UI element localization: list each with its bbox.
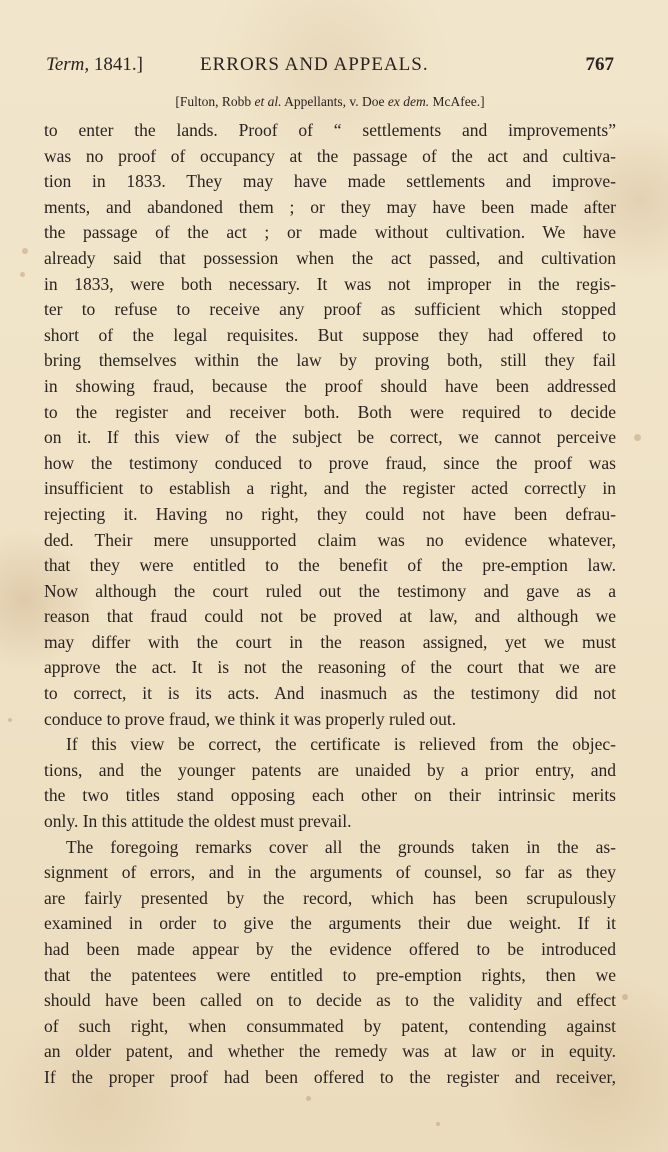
text-line: already said that possession when the act passed, and cultivation bbox=[44, 247, 616, 268]
text-line: in 1833, were both necessary. It was not improper in the regis- bbox=[44, 273, 616, 294]
text-line: that the patentees were entitled to pre-emption rights, then we bbox=[44, 964, 616, 985]
text-line: tion in 1833. They may have made settlements and improve- bbox=[44, 171, 616, 192]
text-line: examined in order to give the arguments their due weight. If it bbox=[44, 913, 616, 934]
body-text bbox=[44, 118, 616, 1118]
text-line: bring themselves within the law by proving both, still they fail bbox=[44, 350, 616, 371]
text-line: ments, and abandoned them ; or they may have been made after bbox=[44, 196, 616, 217]
caption-middle: Appellants, v. Doe bbox=[281, 94, 388, 109]
text-line: The foregoing remarks cover all the grounds taken in the as- bbox=[66, 836, 616, 857]
text-line: only. In this attitude the oldest must prevail. bbox=[44, 811, 352, 832]
text-line: an older patent, and whether the remedy was at law or in equity. bbox=[44, 1041, 616, 1062]
text-line: rejecting it. Having no right, they could not have been defrau- bbox=[44, 503, 616, 524]
text-line: insufficient to establish a right, and the register acted correctly in bbox=[44, 478, 616, 499]
text-line: are fairly presented by the record, which has been scrupulously bbox=[44, 887, 616, 908]
caption-prefix: [Fulton, Robb bbox=[175, 94, 255, 109]
text-line: the passage of the act ; or made without cultivation. We have bbox=[44, 222, 616, 243]
text-line: If this view be correct, the certificate is relieved from the objec- bbox=[66, 734, 616, 755]
foxing-spot bbox=[22, 248, 28, 254]
text-line: Now although the court ruled out the testimony and gave as a bbox=[44, 580, 616, 601]
text-line: should have been called on to decide as to the validity and effect bbox=[44, 990, 616, 1011]
text-line: to correct, it is its acts. And inasmuch as the testimony did not bbox=[44, 683, 616, 704]
text-line: on it. If this view of the subject be correct, we cannot perceive bbox=[44, 427, 616, 448]
header-term-word: Term, bbox=[46, 54, 90, 75]
text-line: reason that fraud could not be proved at law, and although we bbox=[44, 606, 616, 627]
text-line: how the testimony conduced to prove fraud, since the proof was bbox=[44, 452, 616, 473]
text-line: short of the legal requisites. But suppose they had offered to bbox=[44, 324, 616, 345]
page-number: 767 bbox=[585, 54, 614, 75]
header-term bbox=[46, 50, 143, 80]
text-line: tions, and the younger patents are unaided by a prior entry, and bbox=[44, 759, 616, 780]
caption-suffix: McAfee.] bbox=[429, 94, 485, 109]
text-line: had been made appear by the evidence offered to be introduced bbox=[44, 939, 616, 959]
text-line: ded. Their mere unsupported claim was no evidence whatever, bbox=[44, 529, 616, 550]
text-line: conduce to prove fraud, we think it was properly ruled out. bbox=[44, 708, 457, 729]
text-line: of such right, when consummated by patent, contending against bbox=[44, 1015, 616, 1036]
text-line: that they were entitled to the benefit of the pre-emption law. bbox=[44, 555, 616, 576]
text-line: signment of errors, and in the arguments of counsel, so far as they bbox=[44, 862, 616, 883]
caption-ex-dem: ex dem. bbox=[387, 94, 430, 109]
foxing-spot bbox=[634, 434, 641, 441]
text-line: to the register and receiver both. Both were required to decide bbox=[44, 401, 616, 422]
text-line: was no proof of occupancy at the passage of the act and cultiva- bbox=[44, 145, 616, 166]
text-line: in showing fraud, because the proof should have been addressed bbox=[44, 375, 616, 396]
foxing-spot bbox=[20, 272, 25, 277]
header-title: ERRORS AND APPEALS. bbox=[200, 54, 429, 75]
text-line: the two titles stand opposing each other on their intrinsic merits bbox=[44, 785, 616, 806]
foxing-spot bbox=[436, 1122, 440, 1126]
text-line: If the proper proof had been offered to the register and receiver, bbox=[44, 1066, 616, 1087]
text-line: to enter the lands. Proof of “ settlements and improvements” bbox=[44, 120, 616, 140]
foxing-spot bbox=[8, 718, 12, 722]
running-header bbox=[44, 50, 616, 80]
caption-et-al: et al. bbox=[254, 94, 282, 109]
case-caption bbox=[44, 92, 616, 112]
text-line: may differ with the court in the reason assigned, yet we must bbox=[44, 631, 616, 652]
text-line: approve the act. It is not the reasoning of the court that we are bbox=[44, 657, 616, 678]
foxing-spot bbox=[622, 994, 628, 1000]
header-term-year: 1841.] bbox=[93, 54, 143, 75]
text-line: ter to refuse to receive any proof as sufficient which stopped bbox=[44, 299, 616, 320]
